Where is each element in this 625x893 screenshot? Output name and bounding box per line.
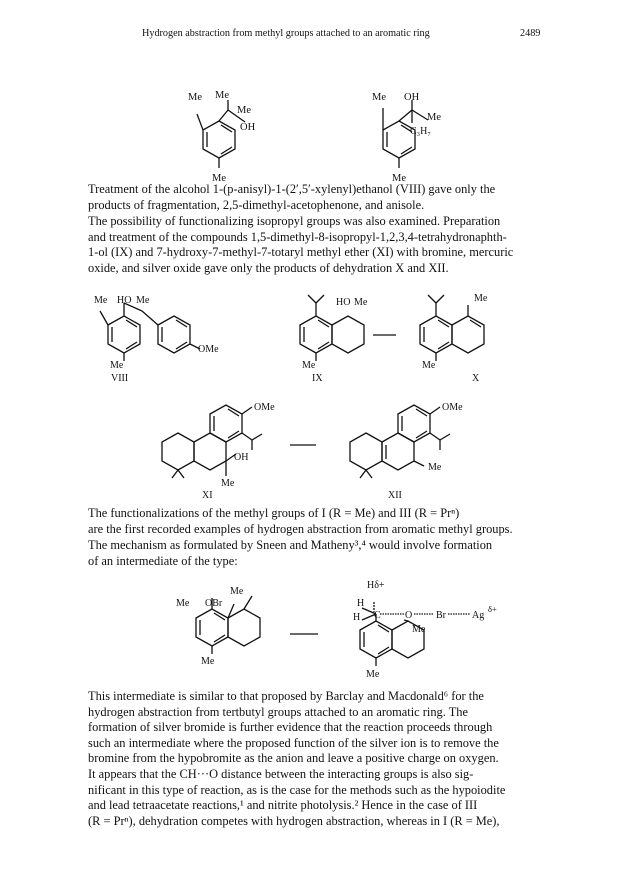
p2-line-4: oxide, and silver oxide gave only the products of dehydration X and XII. bbox=[88, 260, 449, 275]
p3-line-1: The functionalizations of the methyl groups of I (R = Me) and III (R = Prⁿ) bbox=[88, 506, 460, 520]
int-right-ag: Ag bbox=[472, 610, 485, 621]
ix-me: Me bbox=[354, 297, 368, 308]
paragraph-6 bbox=[88, 767, 568, 829]
viii-me2: Me bbox=[136, 295, 150, 306]
xi-label: XI bbox=[202, 490, 213, 501]
ix-label: IX bbox=[312, 373, 323, 384]
int-left-me-ring: Me bbox=[201, 656, 215, 667]
xii-me: Me bbox=[428, 462, 442, 473]
tl-me1: Me bbox=[188, 92, 202, 103]
int-right-o: O bbox=[405, 610, 413, 621]
paragraph-4 bbox=[88, 538, 568, 569]
viii-label: VIII bbox=[111, 373, 129, 384]
p2-line-1: The possibility of functionalizing isopropyl groups was also examined. Preparation bbox=[88, 214, 501, 228]
xi-oh: OH bbox=[234, 452, 249, 463]
page-number: 2489 bbox=[520, 28, 541, 39]
xii-ome: OMe bbox=[442, 402, 463, 413]
int-right-h2: H bbox=[353, 612, 361, 623]
structure-x bbox=[420, 295, 484, 361]
ix-ho: HO bbox=[336, 297, 351, 308]
tr-me2: Me bbox=[427, 112, 441, 123]
p6-line-3: and lead tetraacetate reactions,¹ and nitrite photolysis.² Hence in the case of III bbox=[88, 798, 478, 813]
viii-me1: Me bbox=[94, 295, 108, 306]
tl-me3: Me bbox=[237, 105, 251, 116]
x-label: X bbox=[472, 373, 480, 384]
ix-me-ring: Me bbox=[302, 360, 316, 371]
int-left-me1: Me bbox=[176, 598, 190, 609]
running-header bbox=[0, 28, 625, 44]
paragraph-5 bbox=[88, 689, 568, 767]
paragraph-3 bbox=[88, 506, 568, 537]
p5-line-5: bromine from the hypobromite as the anion and leave a positive charge on oxygen. bbox=[88, 751, 499, 766]
tl-oh: OH bbox=[240, 122, 256, 133]
xii-label: XII bbox=[388, 490, 402, 501]
int-right-hdelta: Hδ+ bbox=[367, 580, 385, 591]
p4-line-1: The mechanism as formulated by Sneen and Matheny³,⁴ would involve formation bbox=[88, 538, 493, 552]
structure-viii bbox=[100, 303, 200, 361]
running-title: Hydrogen abstraction from methyl groups attached to an aromatic ring bbox=[142, 28, 430, 39]
x-me: Me bbox=[474, 293, 488, 304]
viii-me-ring: Me bbox=[110, 360, 124, 371]
p1-line-2: products of fragmentation, 2,5-dimethyl-acetophenone, and anisole. bbox=[88, 197, 425, 212]
int-right-ag-charge: δ+ bbox=[488, 604, 497, 614]
p4-line-2: of an intermediate of the type: bbox=[88, 553, 238, 568]
p5-line-1: This intermediate is similar to that proposed by Barclay and Macdonald⁶ for the bbox=[88, 689, 484, 703]
figure-top-structures bbox=[0, 78, 625, 188]
int-right-h1: H bbox=[357, 598, 365, 609]
p5-line-3: formation of silver bromide is further evidence that the reaction proceeds through bbox=[88, 720, 493, 735]
p1-line-1: Treatment of the alcohol 1-(p-anisyl)-1-(2′,5′-xylenyl)ethanol (VIII) gave only the bbox=[88, 182, 496, 196]
int-right-c: C bbox=[374, 610, 381, 621]
structure-xi bbox=[162, 405, 262, 478]
p6-line-2: nificant in this type of reaction, as is the case for the methods such as the hypoiodite bbox=[88, 782, 506, 797]
int-right-me-ring: Me bbox=[366, 669, 380, 680]
p6-line-4: (R = Prⁿ), dehydration competes with hydrogen abstraction, whereas in I (R = Me), bbox=[88, 813, 500, 828]
xi-ome: OMe bbox=[254, 402, 275, 413]
tr-me: Me bbox=[372, 92, 386, 103]
tr-oh: OH bbox=[404, 92, 420, 103]
paragraph-2 bbox=[88, 214, 568, 276]
p3-line-2: are the first recorded examples of hydrogen abstraction from aromatic methyl groups. bbox=[88, 521, 513, 536]
x-me-ring: Me bbox=[422, 360, 436, 371]
int-right-me: Me bbox=[412, 624, 426, 635]
p2-line-2: and treatment of the compounds 1,5-dimethyl-8-isopropyl-1,2,3,4-tetrahydronaphth- bbox=[88, 229, 507, 244]
int-left-me2: Me bbox=[230, 586, 244, 597]
tr-c3h7: C₃H₇ bbox=[410, 126, 431, 137]
paragraph-1 bbox=[88, 182, 568, 213]
figure-row-2 bbox=[0, 285, 625, 385]
int-right-br: Br bbox=[436, 610, 446, 621]
p6-line-1: It appears that the CH···O distance between the interacting groups is also sig- bbox=[88, 767, 474, 781]
p2-line-3: 1-ol (IX) and 7-hydroxy-7-methyl-7-totaryl methyl ether (XI) with bromine, mercuric bbox=[88, 245, 514, 260]
figure-intermediate bbox=[0, 574, 625, 686]
viii-ho: HO bbox=[117, 295, 132, 306]
xi-me: Me bbox=[221, 478, 235, 489]
int-left-obr: OBr bbox=[205, 598, 223, 609]
viii-ome: OMe bbox=[198, 344, 219, 355]
tl-me-ring: Me bbox=[212, 173, 226, 184]
tl-me2: Me bbox=[215, 90, 229, 101]
tr-me-ring: Me bbox=[392, 173, 406, 184]
figure-row-3 bbox=[0, 390, 625, 502]
p5-line-4: such an intermediate where the proposed function of the silver ion is to remove the bbox=[88, 735, 499, 750]
p5-line-2: hydrogen abstraction from tertbutyl groups attached to an aromatic ring. The bbox=[88, 704, 468, 719]
